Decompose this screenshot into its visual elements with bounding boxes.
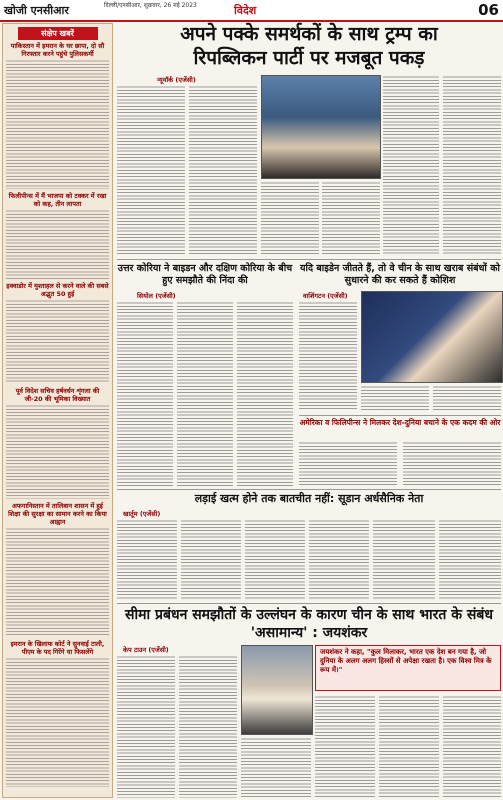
divider: [299, 415, 501, 416]
korea-column-1: [117, 301, 173, 486]
sidebar-story-title: पूर्व विदेश सचिव हर्षवर्धन शृंगला की जी-20 की भूमिका विख्यात: [15, 387, 100, 403]
lead-column-2: [189, 85, 257, 255]
lead-column-1: [117, 85, 185, 255]
sidebar-story: [3, 42, 112, 189]
sidebar-story: [3, 282, 112, 384]
divider: [117, 259, 501, 260]
sidebar-heading: संक्षेप खबरें: [18, 27, 98, 40]
china-column-4: [315, 695, 375, 798]
lead-column-6: [443, 75, 501, 255]
sidebar-story-body: [6, 527, 109, 637]
biden-headline: यदि बाइडेन जीतते हैं, तो वे चीन के साथ खराब संबंधों को सुधारने की कर सकते हैं कोशिश: [300, 263, 500, 286]
sudan-headline: लड़ाई खत्म होने तक बातचीत नहीं: सूडान अर्धसैनिक नेता: [194, 492, 424, 505]
china-column-5: [379, 695, 439, 798]
sidebar-story: [3, 502, 112, 637]
biden-dateline: वाशिंगटन (एजेंसी): [303, 292, 348, 300]
americans-headline: अमेरिका व फिलिपीन्स ने मिलकर देश-दुनिया बचाने के एक कदम की ओर: [299, 418, 501, 427]
sidebar-story-title: इक्वाडोर में मुश्ताहल से करने वाले की सबसे अद्भुत 50 हुई: [6, 282, 109, 298]
jaishankar-photo: [241, 645, 313, 735]
sudan-dateline: खार्तूम (एजेंसी): [123, 510, 161, 518]
china-column-2: [179, 655, 237, 798]
divider: [117, 489, 501, 490]
sidebar-story: [3, 640, 112, 787]
sudan-column-6: [439, 519, 501, 599]
sidebar-story-title: पाकिस्तान में इमरान के घर छापा, दो सौ गिरफ्तार करने पहुंचे पुलिसकर्मी: [10, 42, 105, 58]
sidebar-story-body: [6, 657, 109, 787]
newspaper-logo: खोजी एनसीआर: [4, 4, 69, 17]
issue-date: दिल्ली/एनसीआर, शुक्रवार, 26 मई 2023: [104, 2, 197, 9]
sidebar-story-title: फिलीपीन्स में मैं भाजपा को टक्कर में रखा को कह, तीन लापता: [8, 192, 107, 208]
section-title: विदेश: [234, 4, 257, 17]
lead-headline: अपने पक्के समर्थकों के साथ ट्रम्प का: [180, 23, 438, 45]
americans-column-1: [299, 441, 397, 486]
sudan-column-3: [245, 519, 305, 599]
china-headline: सीमा प्रबंधन समझौतों के उल्लंघन के कारण चीन के साथ भारत के संबंध 'असामान्य' : जयशंकर: [125, 607, 493, 641]
korea-headline: उत्तर कोरिया ने बाइडन और दक्षिण कोरिया के बीच हुए समझौते की निंदा की: [117, 263, 293, 286]
lead-column-4: [322, 181, 380, 255]
biden-column-2: [361, 385, 429, 411]
lead-column-5: [383, 75, 439, 255]
sidebar-story: [3, 387, 112, 499]
pull-quote: जयशंकर ने कहा, "कुल मिलाकर, भारत एक देश बन गया है, जो दुनिया के अलग अलग हिस्सों से अपेक्षा रखता है। एक विश्व मित्र के रूप में।": [315, 645, 501, 691]
masthead: [0, 0, 503, 22]
korea-column-2: [177, 301, 233, 486]
lead-column-3: [261, 181, 319, 255]
sidebar-story-body: [6, 59, 109, 189]
lead-headline-line2: रिपब्लिकन पार्टी पर मजबूत पकड़: [193, 47, 425, 69]
page-number: 06: [478, 1, 499, 19]
sidebar-story-title: इमरान के खिलाफ कोर्ट ने सुनवाई टाली, पीएम के पद गिरेंगे या फिसलेंगे: [10, 640, 105, 656]
sidebar-story-title: अफगानिस्तान में तालिबान शासन में हुई शिक्षा की सुरक्षा का सामान करने का किया आह्वान: [8, 502, 107, 526]
sudan-column-1: [117, 519, 177, 599]
sidebar-story-body: [6, 404, 109, 499]
americans-column-2: [403, 441, 501, 486]
main-content: [117, 23, 501, 798]
china-column-6: [443, 695, 501, 798]
biden-column-3: [433, 385, 501, 411]
china-column-1: [117, 655, 175, 798]
sudan-column-5: [373, 519, 435, 599]
sudan-column-2: [181, 519, 241, 599]
lead-dateline: न्यूयॉर्क (एजेंसी): [157, 76, 196, 84]
divider: [117, 603, 501, 604]
korea-column-3: [237, 301, 293, 486]
sidebar-story-body: [6, 209, 109, 279]
brief-news-sidebar: [2, 23, 113, 798]
sudan-column-4: [309, 519, 369, 599]
trump-rally-photo: [261, 75, 381, 179]
china-column-3: [241, 737, 311, 798]
korea-dateline: सियोल (एजेंसी): [137, 292, 176, 300]
sidebar-story: [3, 192, 112, 279]
sidebar-story-body: [6, 299, 109, 384]
china-dateline: केप टाउन (एजेंसी): [123, 646, 169, 654]
biden-column-1: [299, 301, 357, 411]
biden-photo: [361, 291, 503, 383]
